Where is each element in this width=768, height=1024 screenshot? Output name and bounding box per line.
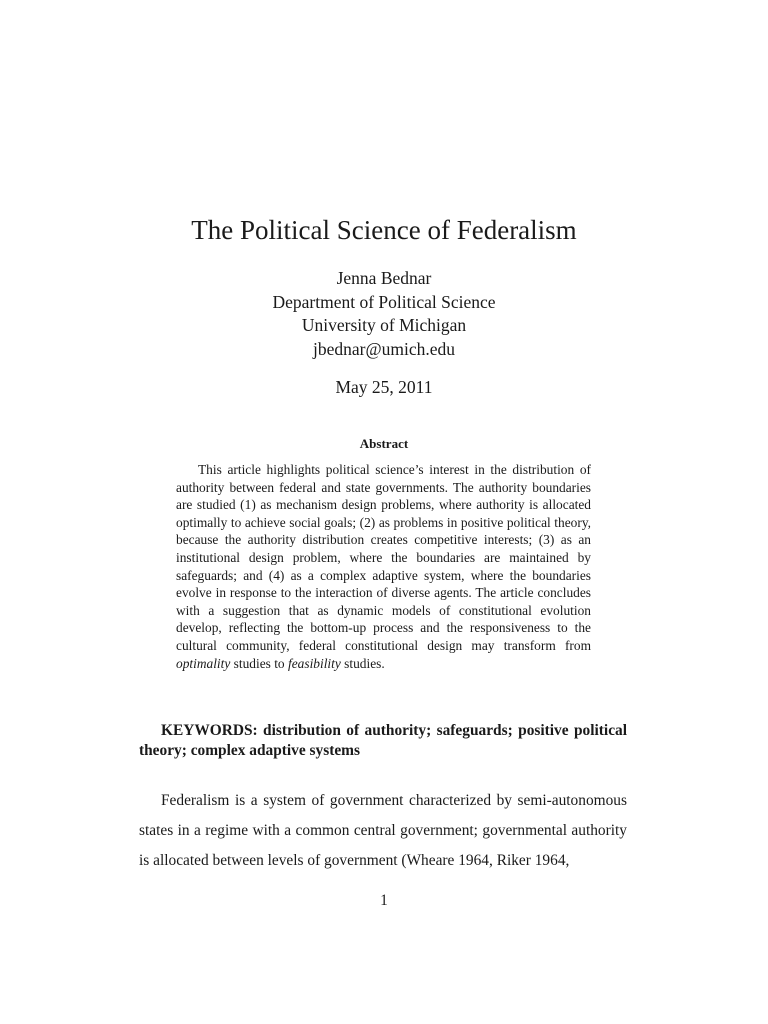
author-institution: University of Michigan — [301, 315, 467, 335]
author-name: Jenna Bednar — [336, 268, 432, 288]
page-number: 1 — [380, 892, 388, 909]
body-paragraph: Federalism is a system of government characterized by semi-autonomous states in a regime with a common central government; governmental authority is allocated between levels of government (Wheare 1964, Riker 1964, — [139, 792, 627, 869]
keywords: KEYWORDS: distribution of authority; safeguards; positive political theory; complex adaptive systems — [139, 722, 627, 759]
author-block — [0, 267, 768, 361]
author-email: jbednar@umich.edu — [313, 338, 455, 359]
abstract-heading: Abstract — [359, 436, 409, 451]
paper-date: May 25, 2011 — [335, 377, 433, 397]
abstract-emphasis-optimality: optimality — [176, 655, 231, 671]
abstract-text-between: studies to — [233, 655, 285, 671]
abstract-text — [176, 461, 591, 672]
abstract-text-end: studies. — [344, 655, 385, 671]
author-department: Department of Political Science — [272, 291, 496, 312]
paper-title: The Political Science of Federalism — [191, 215, 577, 245]
abstract-emphasis-feasibility: feasibility — [288, 655, 341, 671]
abstract-text-main: This article highlights political science’s interest in the distribution of authority between federal and state governments. The authority boundaries are studied (1) as mechanism design problems, where authority is allocated optimally to achieve social goals; (2) as problems in positive political theory, because the authority distribution creates competitive interests; (3) as an institutional design problem, where the boundaries are maintained by safeguards; and (4) as a complex adaptive system, where the boundaries evolve in response to the interaction of diverse agents. The article concludes with a suggestion that as dynamic models of constitutional evolution develop, reflecting the bottom-up process and the responsiveness to the cultural community, federal constitutional design may transform from — [176, 462, 591, 653]
